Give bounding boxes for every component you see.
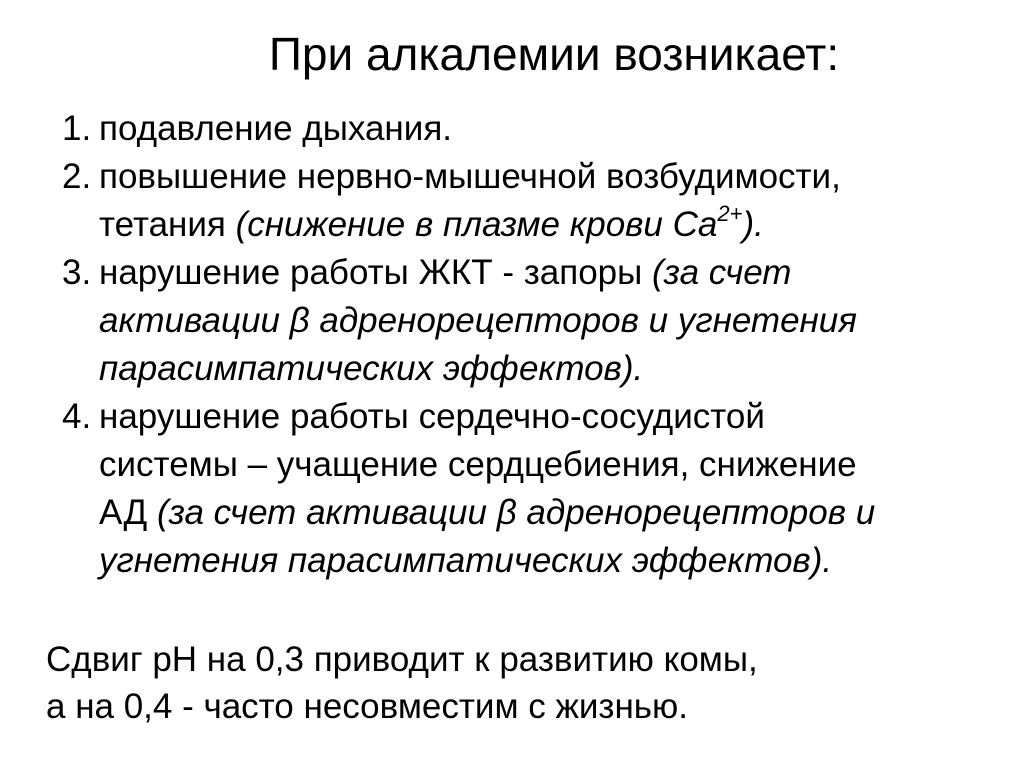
list-item-italic-text: парасимпатических эффектов). <box>99 349 644 388</box>
list-item-text: повышение нервно-мышечной возбудимости, <box>99 157 841 196</box>
list-item-text: нарушение работы сердечно-сосудистой <box>99 397 765 436</box>
list-item-number: 2. <box>62 157 92 196</box>
list-item-line <box>99 105 1002 153</box>
list-item-text: нарушение работы ЖКТ - запоры <box>99 253 653 292</box>
calcium-superscript: 2+ <box>717 201 743 227</box>
footer-line: а на 0,4 - часто несовместим с жизнью. <box>46 687 689 726</box>
list-item-line <box>99 537 1002 585</box>
list-item <box>62 249 1002 393</box>
list-item-italic-text: (за счет активации β адренорецепторов и <box>156 493 876 532</box>
list-item-line <box>99 201 1002 249</box>
list-item-line <box>99 297 1002 345</box>
slide-title: При алкалемии возникает: <box>268 28 840 80</box>
list-item-text: АД <box>99 493 157 532</box>
list-item-number: 1. <box>62 109 92 148</box>
effects-list <box>62 105 1002 585</box>
list-item-number: 3. <box>62 253 92 292</box>
list-item-line <box>99 441 1002 489</box>
list-item-line <box>99 249 1002 297</box>
list-item-italic-text: активации β адренорецепторов и угнетения <box>99 301 857 340</box>
list-item-line <box>99 345 1002 393</box>
list-item-text: подавление дыхания. <box>99 109 452 148</box>
list-item-italic-text: ). <box>742 205 764 244</box>
footer-note <box>46 636 758 730</box>
list-item <box>62 153 1002 249</box>
list-item-line <box>99 489 1002 537</box>
list-item-number: 4. <box>62 397 92 436</box>
list-item-line <box>99 153 1002 201</box>
footer-line: Сдвиг pH на 0,3 приводит к развитию комы, <box>46 640 758 679</box>
list-item <box>62 393 1002 585</box>
list-item-line <box>99 393 1002 441</box>
list-item-text: системы – учащение сердцебиения, снижение <box>99 445 857 484</box>
list-item-italic-text: (снижение в плазме крови Ca <box>235 205 718 244</box>
list-item <box>62 105 1002 153</box>
list-item-italic-text: угнетения парасимпатических эффектов). <box>99 541 833 580</box>
list-item-italic-text: (за счет <box>652 253 792 292</box>
list-item-text: тетания <box>99 205 236 244</box>
